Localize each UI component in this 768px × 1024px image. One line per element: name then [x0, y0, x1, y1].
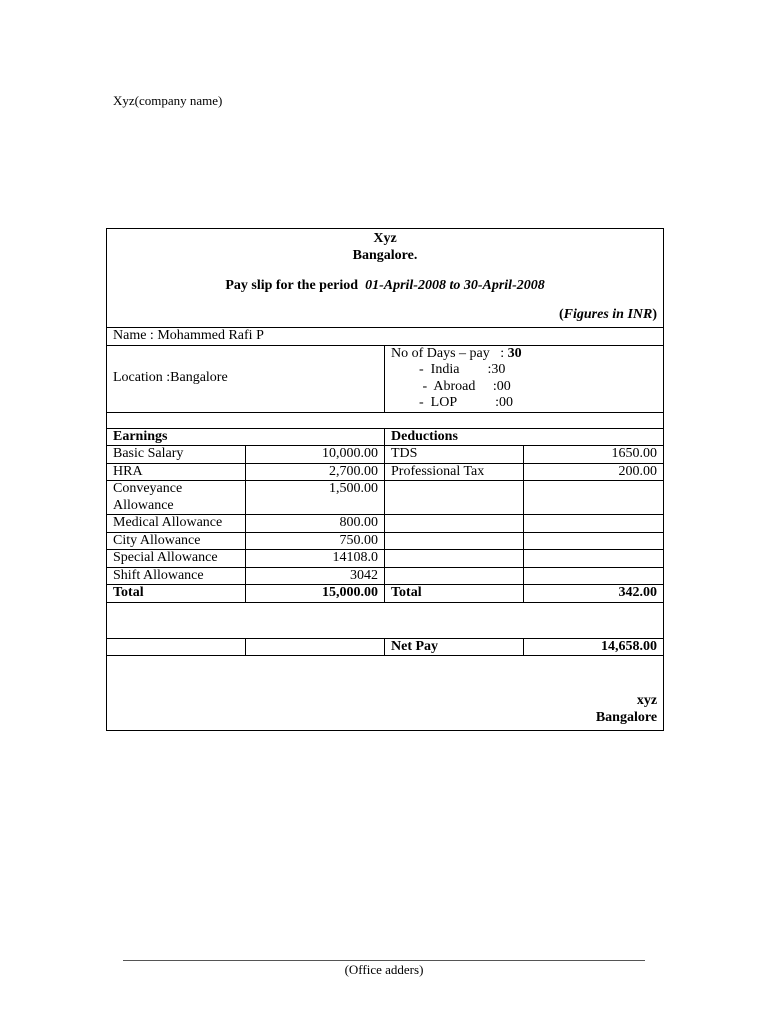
- days-pay: No of Days – pay : 30: [391, 345, 522, 361]
- earning-amount: 750.00: [246, 532, 385, 550]
- empty-cell: [385, 532, 524, 550]
- payslip-header: [107, 229, 664, 328]
- earning-amount: 14108.0: [246, 550, 385, 568]
- days-pay-value: 30: [507, 345, 522, 361]
- days-abroad-value: :00: [492, 378, 511, 394]
- table-row: [107, 550, 664, 568]
- empty-cell: [107, 638, 246, 656]
- figures-note: (Figures in INR): [559, 306, 658, 322]
- days-info: [385, 345, 664, 412]
- empty-cell: [385, 567, 524, 585]
- earning-label: Special Allowance: [107, 550, 246, 568]
- deduction-amount: 200.00: [524, 463, 664, 481]
- company-name-line: Xyz(company name): [113, 93, 223, 108]
- days-lop-label: LOP: [430, 395, 457, 410]
- deduction-label: Professional Tax: [385, 463, 524, 481]
- earning-amount: 2,700.00: [246, 463, 385, 481]
- table-row: [107, 463, 664, 481]
- totals-row: [107, 585, 664, 603]
- empty-cell: [524, 515, 664, 533]
- earning-label: Basic Salary: [107, 446, 246, 464]
- earning-amount: 1,500.00: [246, 481, 385, 515]
- earning-amount: 10,000.00: [246, 446, 385, 464]
- figures-note-text: Figures in INR: [563, 306, 653, 322]
- earning-amount: 3042: [246, 567, 385, 585]
- payslip-table: [106, 228, 664, 731]
- signature-block: [107, 656, 664, 731]
- days-abroad-label: Abroad: [433, 378, 476, 394]
- table-row: [107, 567, 664, 585]
- pay-period: [113, 278, 657, 295]
- net-pay-value: 14,658.00: [524, 638, 664, 656]
- signature-name: xyz: [636, 693, 658, 708]
- earning-amount: 800.00: [246, 515, 385, 533]
- header-company: Xyz: [373, 231, 397, 246]
- empty-cell: [385, 515, 524, 533]
- deduction-amount: 1650.00: [524, 446, 664, 464]
- earning-label: HRA: [107, 463, 246, 481]
- net-pay-label: Net Pay: [385, 638, 524, 656]
- days-abroad: - Abroad :00: [391, 378, 511, 394]
- deduction-label: TDS: [385, 446, 524, 464]
- empty-cell: [524, 567, 664, 585]
- days-india: - India :30: [391, 362, 506, 377]
- table-row: [107, 532, 664, 550]
- earnings-total-amount: 15,000.00: [246, 585, 385, 603]
- table-row: [107, 515, 664, 533]
- footer-divider: [123, 960, 645, 961]
- empty-cell: [524, 550, 664, 568]
- spacer-row: [107, 412, 664, 428]
- empty-cell: [524, 481, 664, 515]
- employee-location: Location :Bangalore: [107, 345, 385, 412]
- earnings-total-label: Total: [107, 585, 246, 603]
- days-lop: - LOP :00: [391, 395, 513, 410]
- table-row: [107, 446, 664, 464]
- spacer-row: [107, 602, 664, 638]
- earning-label: Medical Allowance: [107, 515, 246, 533]
- earning-label: Conveyance Allowance: [107, 481, 246, 515]
- earning-label: Shift Allowance: [107, 567, 246, 585]
- office-address: (Office adders): [344, 962, 424, 977]
- days-pay-label: No of Days – pay: [391, 345, 490, 361]
- deductions-total-amount: 342.00: [524, 585, 664, 603]
- empty-cell: [385, 550, 524, 568]
- table-row: [107, 481, 664, 515]
- days-india-value: :30: [487, 362, 506, 377]
- days-india-label: India: [430, 362, 460, 377]
- days-lop-value: :00: [495, 395, 513, 410]
- empty-cell: [385, 481, 524, 515]
- header-city: Bangalore.: [352, 247, 418, 263]
- earning-label: City Allowance: [107, 532, 246, 550]
- deductions-total-label: Total: [385, 585, 524, 603]
- empty-cell: [246, 638, 385, 656]
- signature-city: Bangalore: [595, 709, 658, 725]
- pay-period-label: Pay slip for the period: [225, 278, 359, 293]
- earnings-title: Earnings: [107, 428, 385, 446]
- pay-period-value: 01-April-2008 to 30-April-2008: [365, 278, 545, 293]
- net-pay-row: [107, 638, 664, 656]
- empty-cell: [524, 532, 664, 550]
- employee-name: Name : Mohammed Rafi P: [107, 328, 664, 346]
- deductions-title: Deductions: [385, 428, 664, 446]
